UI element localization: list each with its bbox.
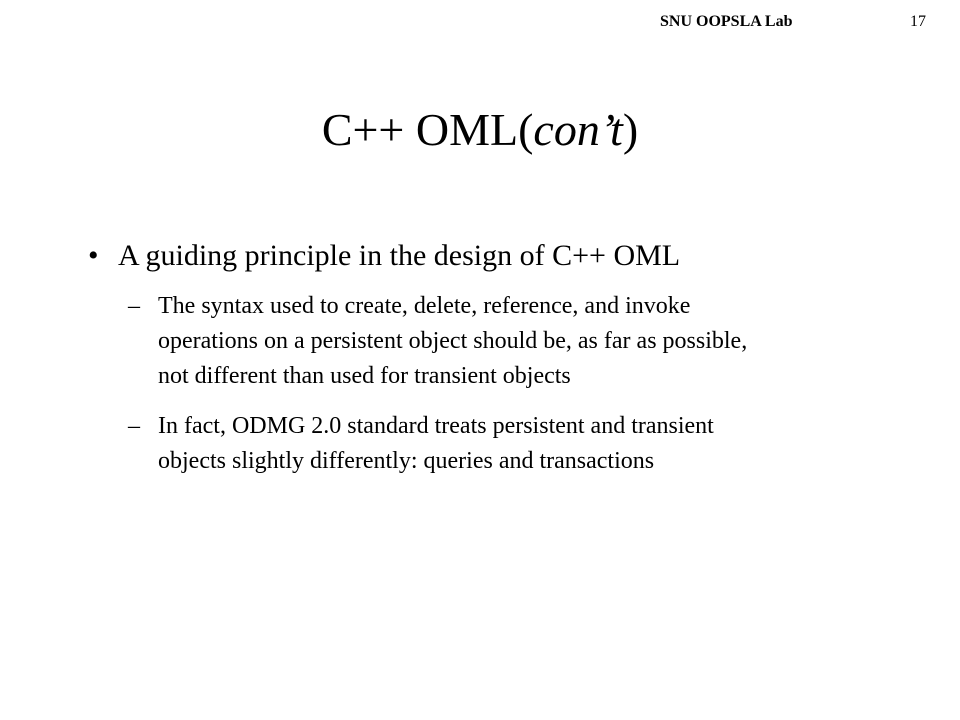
dash-marker: – — [128, 293, 140, 319]
bullet-marker: • — [88, 239, 99, 272]
sub-item-line: operations on a persistent object should be, as far as possible, — [158, 328, 748, 354]
sub-item-syntax — [128, 290, 908, 400]
title-italic: con’t — [533, 104, 623, 155]
sub-item-line: In fact, ODMG 2.0 standard treats persistent and transient — [158, 413, 714, 439]
title-close: ) — [622, 104, 639, 155]
title-main: C++ OML( — [321, 104, 534, 155]
bullet-item — [88, 236, 680, 276]
sub-item-line: The syntax used to create, delete, reference, and invoke — [158, 293, 691, 319]
slide-title — [0, 102, 960, 158]
sub-item-line: not different than used for transient objects — [158, 363, 571, 389]
dash-marker: – — [128, 413, 140, 439]
sub-item-line: objects slightly differently: queries and transactions — [158, 448, 655, 474]
sub-item-odmg — [128, 410, 908, 490]
page-number: 17 — [910, 13, 926, 30]
lab-name: SNU OOPSLA Lab — [660, 13, 793, 30]
bullet-text: A guiding principle in the design of C++ OML — [118, 239, 681, 272]
